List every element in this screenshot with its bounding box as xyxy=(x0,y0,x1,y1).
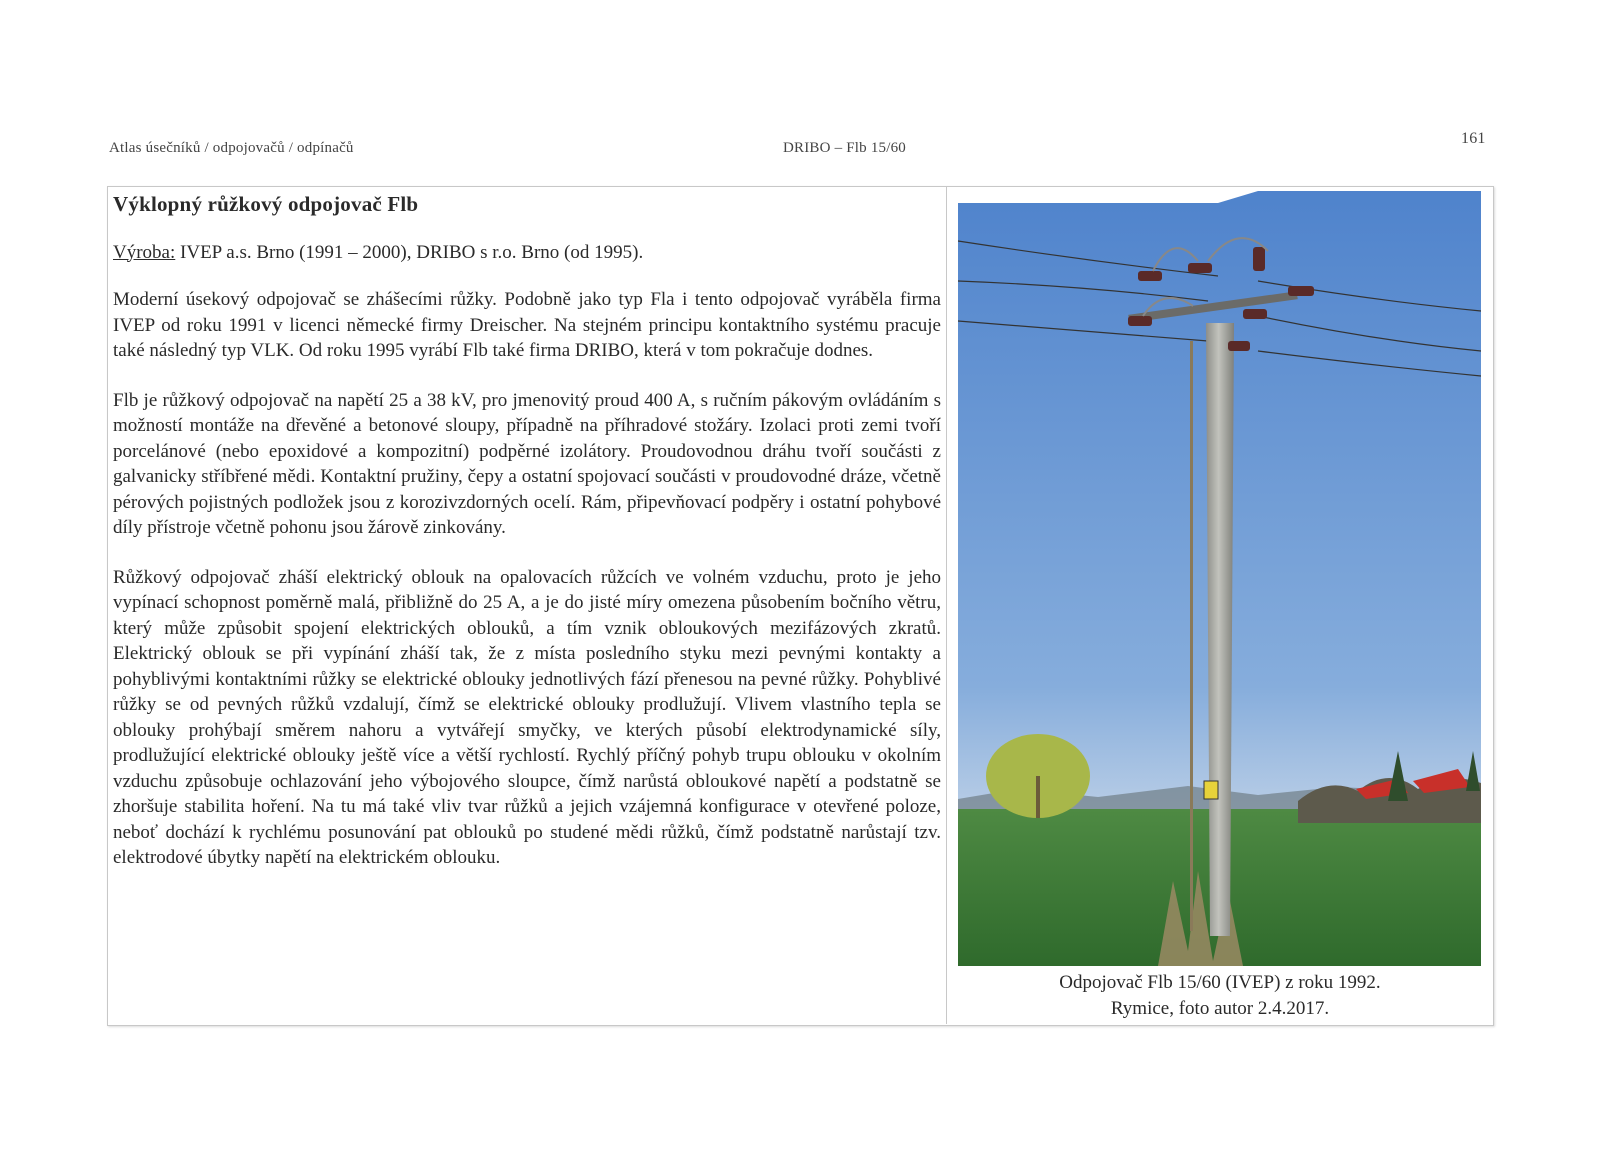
concrete-pole xyxy=(1206,323,1234,936)
photo-caption xyxy=(948,970,1492,1022)
manufacturer-label: Výroba: xyxy=(113,241,176,263)
warning-sign xyxy=(1204,781,1218,799)
article-title: Výklopný růžkový odpojovač Flb xyxy=(113,192,419,216)
paragraph-specs: Flb je růžkový odpojovač na napětí 25 a 38 kV, pro jmenovitý proud 400 A, s ručním pákovým ovládáním s možností montáže na dřevěné a betonové sloupy, případně na příhradové stožáry. Izolaci proti zemi tvoří porcelánové (nebo epoxidové a kompozitní) podpěrné izolátory. Proudovodnou dráhu tvoří součásti z galvanicky stříbřené mědi. Kontaktní pružiny, čepy a ostatní spojovací součásti v proudovodné dráze, včetně pérových pojistných podložek jsou z korozivzdorných ocelí. Rám, připevňovací podpěry i ostatní pohybové díly přístroje včetně pohonu jsou žárově zinkovány. xyxy=(113,389,941,538)
article-text xyxy=(113,192,941,895)
manufacturer-text: IVEP a.s. Brno (1991 – 2000), DRIBO s r.o. Brno (od 1995). xyxy=(175,241,644,263)
paragraph-arc: Růžkový odpojovač zháší elektrický oblouk na opalovacích růžcích ve volném vzduchu, proto je jeho vypínací schopnost poměrně malá, přibližně do 25 A, a je do jisté míry omezena působením bočního větru, který může způsobit spojení elektrických oblouků, a tím vznik obloukových mezifázových zkratů. Elektrický oblouk se při vypínání zháší tak, že z místa posledního styku mezi pevnými kontakty a pohyblivými kontaktními růžky se elektrické oblouky jednotlivých fází přenesou na pevné růžky. Pohyblivé růžky se od pevných růžků vzdalují, čímž se elektrické oblouky prodlužují. Vlivem vlastního tepla se oblouky prohýbají směrem nahoru a vytvářejí smyčky, ve kterých působí elektrodynamické síly, prodlužující elektrické oblouky ještě více a větší rychlostí. Rychlý příčný pohyb trupu oblouku v okolním vzduchu způsobuje ochlazování jeho výbojového sloupce, čímž narůstá obloukové napětí a podstatně se zhoršuje stabilita hoření. Na tu má také vliv tvar růžků a jejich vzájemná konfigurace v otevřené poloze, neboť dochází k rychlému posunování pat oblouků po studené mědi růžků, čímž podstatně narůstají tzv. elektrodové úbytky napětí na elektrickém oblouku. xyxy=(113,566,941,868)
caption-line-2: Rymice, foto autor 2.4.2017. xyxy=(1110,998,1330,1019)
running-header-left: Atlas úsečníků / odpojovačů / odpínačů xyxy=(109,140,354,156)
caption-line-1: Odpojovač Flb 15/60 (IVEP) z roku 1992. xyxy=(1059,972,1381,993)
running-header-center: DRIBO – Flb 15/60 xyxy=(783,140,906,156)
disconnector-photo xyxy=(958,191,1481,966)
column-divider xyxy=(946,186,947,1024)
manufacturer-line xyxy=(113,240,941,266)
page-number: 161 xyxy=(1461,130,1486,147)
operating-rod xyxy=(1190,341,1193,931)
paragraph-intro: Moderní úsekový odpojovač se zhášecími růžky. Podobně jako typ Fla i tento odpojovač vyráběla firma IVEP od roku 1991 v licenci německé firmy Dreischer. Na stejném principu kontaktního systému pracuje také následný typ VLK. Od roku 1995 vyrábí Flb také firma DRIBO, která v tom pokračuje dodnes. xyxy=(113,289,941,361)
